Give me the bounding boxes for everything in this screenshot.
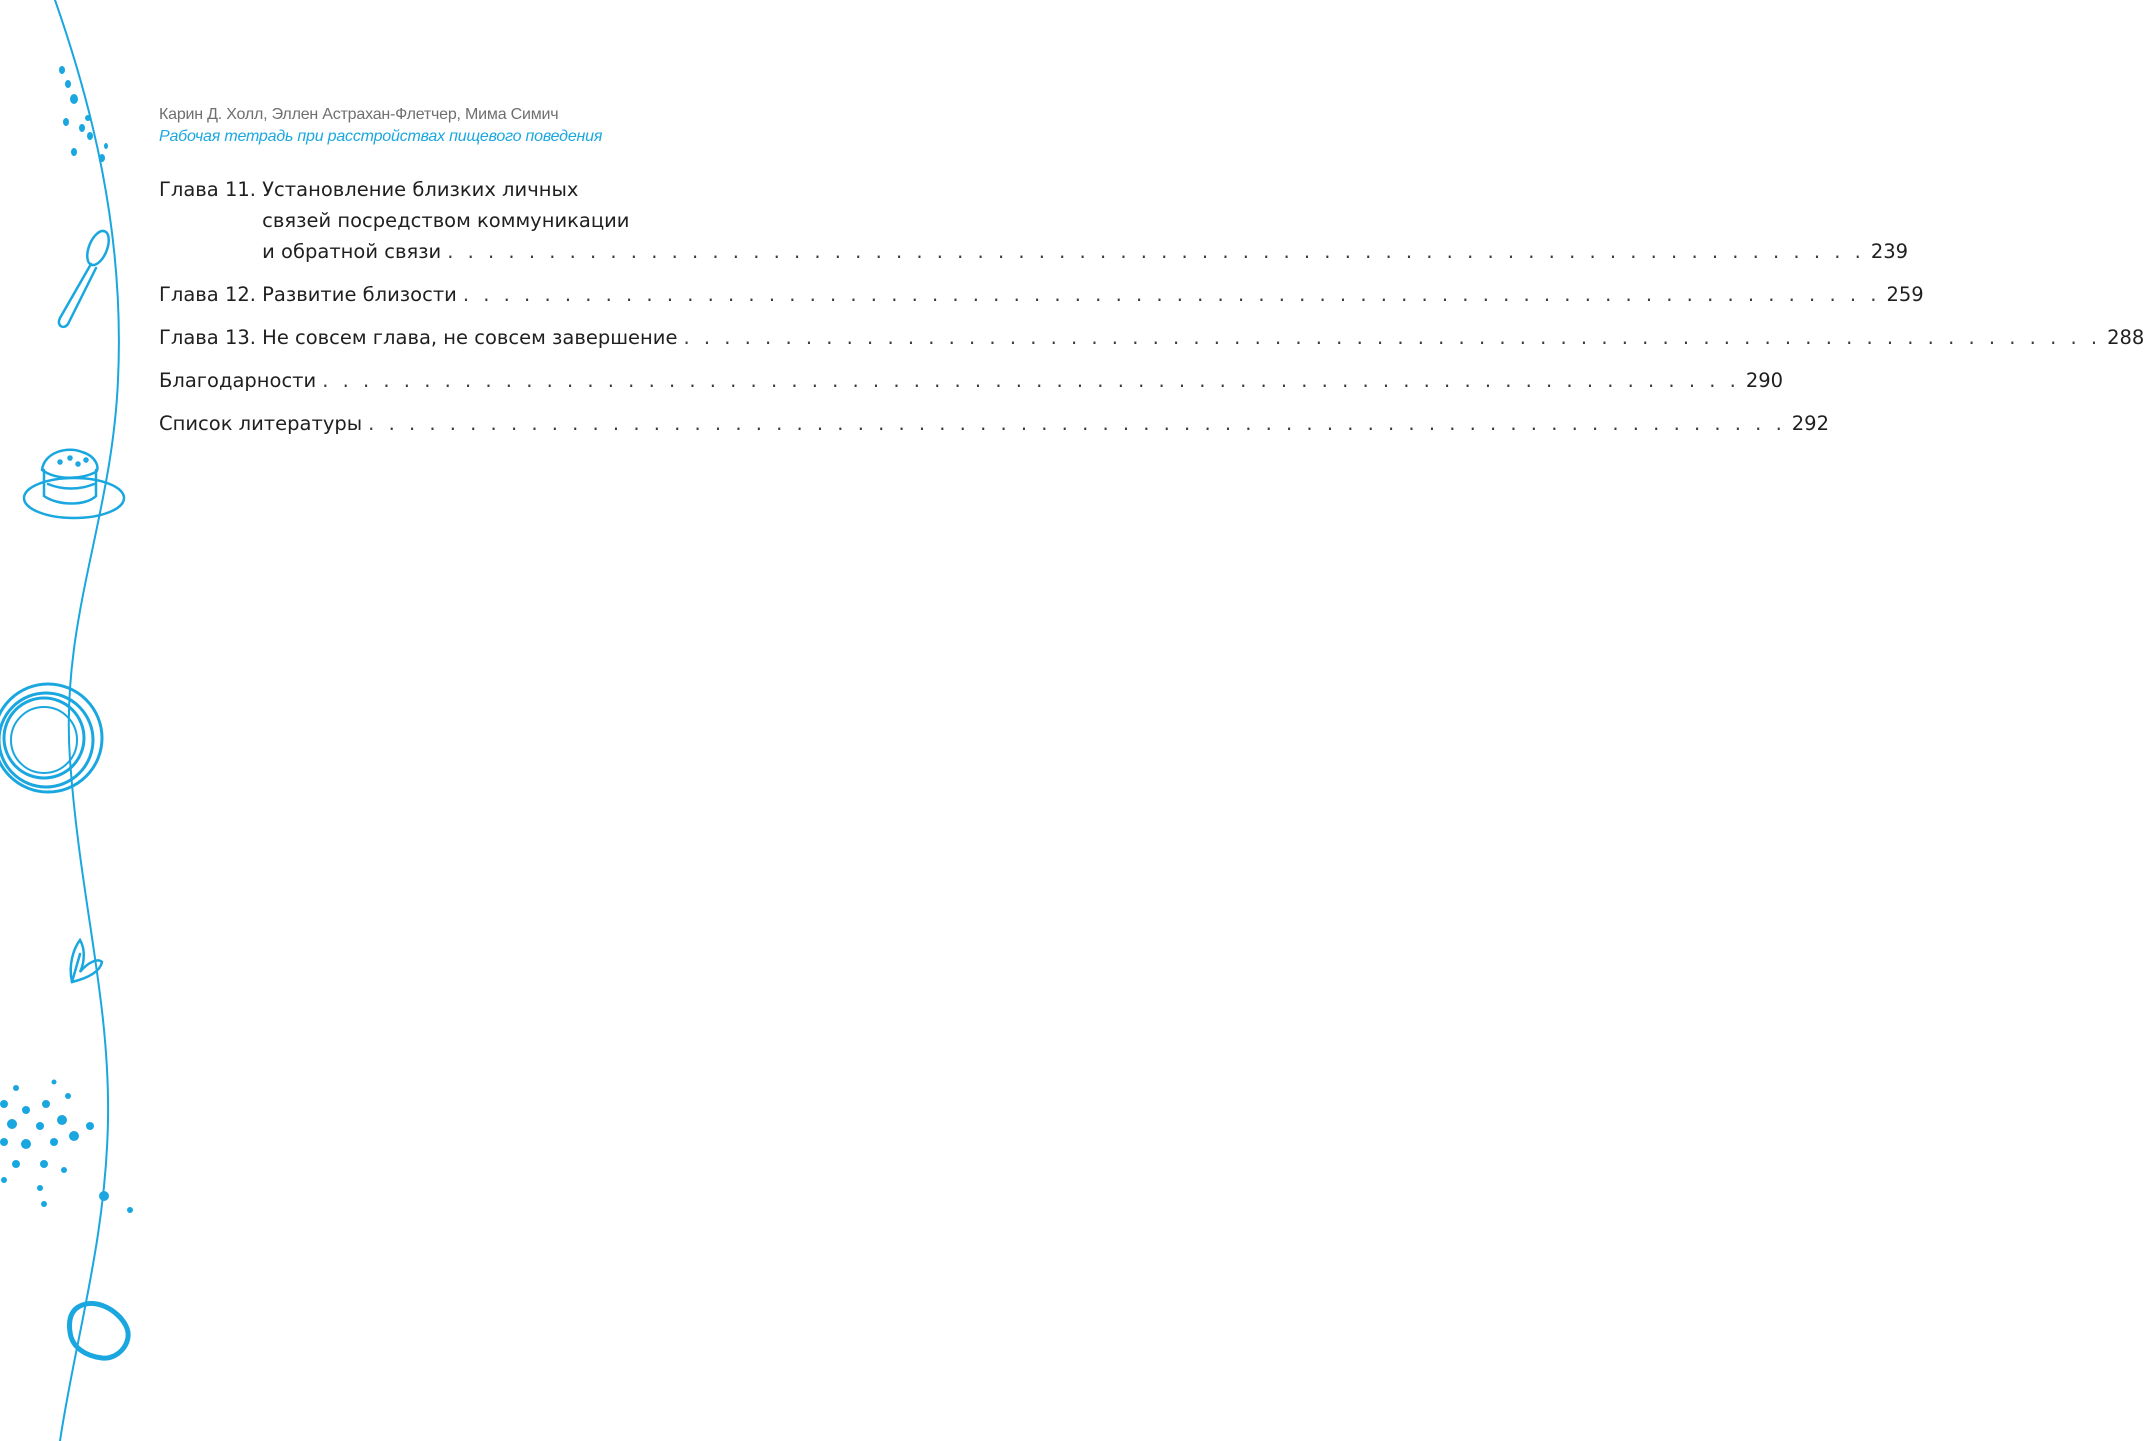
chapter-number: Глава 12. (159, 283, 256, 306)
dot-leader: . . . . . . . . . . . . . . . . . . . . . . . . . . . . . . . . . . . . . . . . . . . . . . . . . . . . . . . . . . . . . . . . . . . . . . (447, 240, 1865, 263)
dot-leader: . . . . . . . . . . . . . . . . . . . . . . . . . . . . . . . . . . . . . . . . . . . . . . . . . . . . . . . . . . . . . . . . . . . . . . (322, 369, 1740, 392)
entry-title-line: и обратной связи (262, 240, 442, 263)
toc-entry-chapter-13[interactable] (159, 322, 2144, 353)
page-number: 292 (1791, 412, 1829, 435)
page-number: 288 (2107, 326, 2144, 349)
table-of-contents (159, 174, 2144, 451)
entry-body (262, 174, 1908, 267)
running-header (159, 104, 859, 148)
dot-leader: . . . . . . . . . . . . . . . . . . . . . . . . . . . . . . . . . . . . . . . . . . . . . . . . . . . . . . . . . . . . . . . . . . . . . . (368, 412, 1786, 435)
toc-entry-chapter-11[interactable] (159, 174, 1909, 267)
plate-icon (0, 684, 102, 792)
entry-title-line: Список литературы (159, 412, 363, 435)
wavy-line (55, 0, 119, 1441)
entry-body (262, 279, 1924, 310)
entry-title-line: Благодарности (159, 369, 317, 392)
entry-title-line: Не совсем глава, не совсем завершение (262, 326, 678, 349)
entry-title-line: Развитие близости (262, 283, 457, 306)
page-number: 290 (1745, 369, 1784, 392)
dots-bottom-icon (0, 1080, 133, 1214)
page-number: 259 (1886, 283, 1924, 306)
entry-body (262, 322, 2144, 353)
dot-leader: . . . . . . . . . . . . . . . . . . . . . . . . . . . . . . . . . . . . . . . . . . . . . . . . . . . . . . . . . . . . . . . . . . . . . . (462, 283, 1881, 306)
blob-icon (69, 1303, 128, 1358)
entry-body (159, 365, 1783, 396)
chapter-number: Глава 11. (159, 178, 256, 201)
authors: Карин Д. Холл, Эллен Астрахан-Флетчер, Мима Симич (159, 106, 559, 123)
toc-entry-references[interactable] (159, 408, 1829, 439)
dots-top-icon (59, 66, 108, 162)
entry-title-line: связей посредством коммуникации (262, 209, 630, 232)
toc-entry-chapter-12[interactable] (159, 279, 1924, 310)
book-title: Рабочая тетрадь при расстройствах пищевого поведения (159, 128, 603, 145)
entry-title-line: Установление близких личных (262, 178, 579, 201)
entry-body (159, 408, 1829, 439)
spoon-icon (59, 228, 113, 327)
dot-leader: . . . . . . . . . . . . . . . . . . . . . . . . . . . . . . . . . . . . . . . . . . . . . . . . . . . . . . . . . . . . . . . . . . . . . . (683, 326, 2102, 349)
page-number: 239 (1870, 240, 1909, 263)
toc-entry-acknowledgements[interactable] (159, 365, 1784, 396)
chapter-number: Глава 13. (159, 326, 256, 349)
